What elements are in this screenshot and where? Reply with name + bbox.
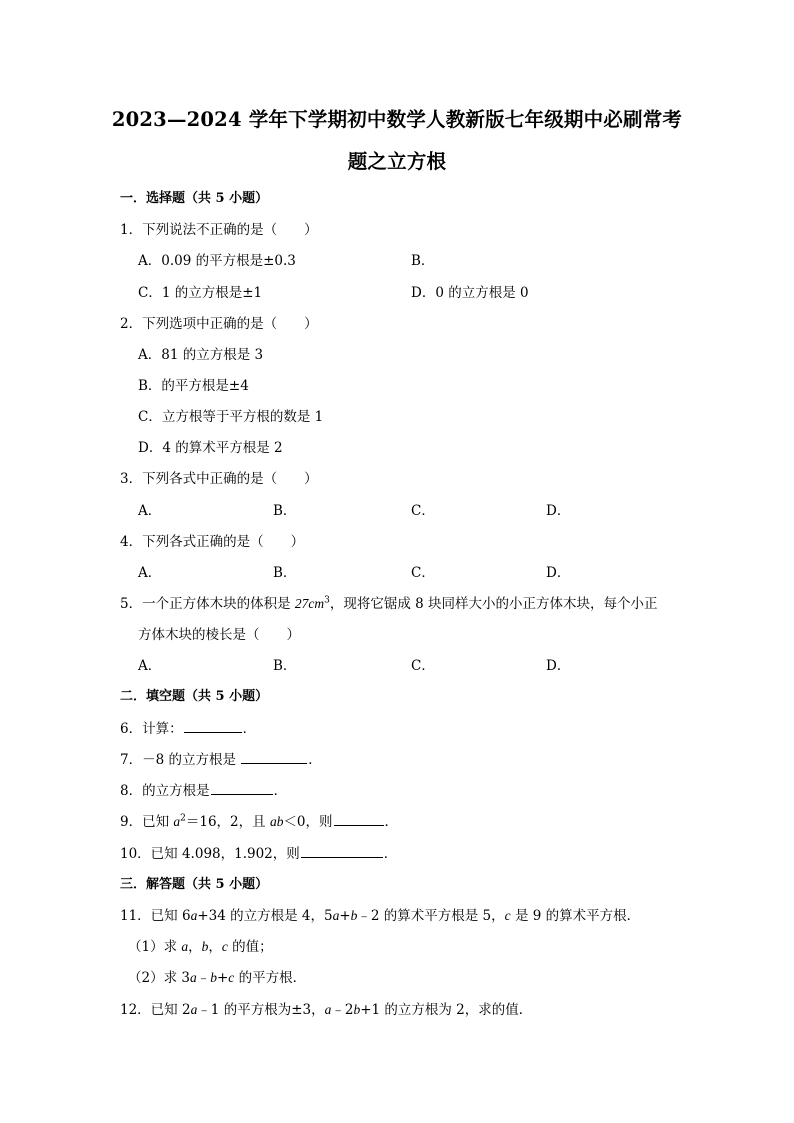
q12-text: ﹣1 的平方根为±3， [197,1002,325,1018]
question-7-text: 7．－8 的立方根是 [120,752,241,768]
variable-a: a [173,814,181,829]
question-5-stem-end: ，现将它锯成 8 块同样大小的小正方体木块，每个小正 [329,596,658,612]
q11-p2-text: ﹣ [196,970,211,986]
question-5-volume: 27cm [294,596,325,611]
question-5-exponent: 3 [324,595,330,606]
question-3-option-c: C． [411,503,435,519]
variable-a: a [190,908,198,923]
question-8-end: ． [273,783,288,799]
variable-a: a [189,970,197,985]
question-1-option-d: D．0 的立方根是 0 [411,285,529,301]
answer-blank[interactable] [334,813,384,826]
question-4-option-d: D． [546,565,571,581]
q11-p1-text: 的值； [227,939,273,955]
section-heading-solve: 三．解答题（共 5 小题） [120,877,269,892]
question-1-stem: 1．下列说法不正确的是（ ） [120,222,318,238]
q11-text: +34 的立方根是 4，5 [197,908,333,924]
question-3-stem: 3．下列各式中正确的是（ ） [120,471,318,487]
variable-c: c [228,970,235,985]
variable-ab: ab [269,814,284,829]
variable-c: c [504,908,511,923]
question-4-stem: 4．下列各式正确的是（ ） [120,534,305,550]
variable-a: a [181,939,189,954]
question-9-part: ＝16，2，且 [185,814,270,830]
answer-blank[interactable] [211,782,273,795]
question-8 [120,779,287,799]
question-5-option-a: A． [138,658,162,674]
question-10 [120,842,397,862]
q11-p2-text: + [216,970,229,986]
question-1-option-c: C．1 的立方根是±1 [138,285,263,301]
question-2-option-c: C．立方根等于平方根的数是 1 [138,409,324,425]
variable-c: c [221,939,228,954]
question-5-option-b: B． [273,658,297,674]
question-9-part: 9．已知 [120,814,174,830]
question-5-stem [120,592,658,612]
question-5-option-c: C． [411,658,435,674]
q11-text: 是 9 的算术平方根． [510,908,641,924]
question-10-text: 10．已知 4.098，1.902，则 [120,846,300,862]
question-2-option-a: A．81 的立方根是 3 [138,347,264,363]
question-2-option-b: B．的平方根是±4 [138,378,249,394]
exponent: 2 [180,813,186,824]
q11-text: ﹣2 的算术平方根是 5， [357,908,505,924]
question-2-option-d: D．4 的算术平方根是 2 [138,440,283,456]
answer-blank[interactable] [301,845,383,858]
question-7 [120,748,322,768]
q11-p1-text: ， [208,939,222,955]
question-9 [120,810,398,830]
variable-a: a [190,1002,198,1017]
page-title-line-2: 题之立方根 [347,150,447,173]
variable-b: b [353,1002,361,1017]
question-12-stem [120,998,532,1018]
question-4-option-a: A． [138,565,162,581]
variable-b: b [210,970,217,985]
question-10-end: ． [383,846,398,862]
question-11-part-2 [128,966,306,986]
question-1-option-b: B． [411,253,435,269]
q11-text: + [339,908,351,924]
question-7-end: ． [308,752,322,768]
question-5-stem-line-2: 方体木块的棱长是（ ） [138,627,300,643]
q11-text: 11．已知 6 [120,908,191,924]
variable-a: a [324,1002,332,1017]
question-5-option-d: D． [546,658,571,674]
question-2-stem: 2．下列选项中正确的是（ ） [120,316,318,332]
q12-text: 12．已知 2 [120,1002,191,1018]
question-11-stem [120,904,640,924]
question-3-option-a: A． [138,503,162,519]
question-8-text: 8．的立方根是 [120,783,210,799]
section-heading-choice: 一．选择题（共 5 小题） [120,191,269,206]
question-1-option-a: A．0.09 的平方根是±0.3 [138,253,296,269]
question-4-option-c: C． [411,565,435,581]
question-9-part: ＜0，则 [283,814,333,830]
variable-a: a [332,908,340,923]
q12-text: +1 的立方根为 2，求的值． [360,1002,533,1018]
variable-b: b [350,908,358,923]
question-6 [120,717,256,737]
page-title-line-1: 2023—2024 学年下学期初中数学人教新版七年级期中必刷常考 [111,108,683,131]
q12-text: ﹣2 [331,1002,354,1018]
question-3-option-d: D． [546,503,571,519]
variable-b: b [201,939,209,954]
q11-p1-text: ， [188,939,202,955]
question-6-text: 6．计算： [120,721,183,737]
answer-blank[interactable] [241,751,307,764]
question-9-end: ． [384,814,399,830]
question-5-stem-start: 5．一个正方体木块的体积是 [120,596,295,612]
question-3-option-b: B． [273,503,297,519]
q11-p1-text: （1）求 [128,939,182,955]
question-4-option-b: B． [273,565,297,581]
question-6-end: ． [242,721,257,737]
q11-p2-text: （2）求 3 [128,970,190,986]
q11-p2-text: 的平方根． [234,970,307,986]
section-heading-fill-blank: 二．填空题（共 5 小题） [120,689,269,704]
answer-blank[interactable] [184,720,242,733]
question-11-part-1 [128,935,273,955]
